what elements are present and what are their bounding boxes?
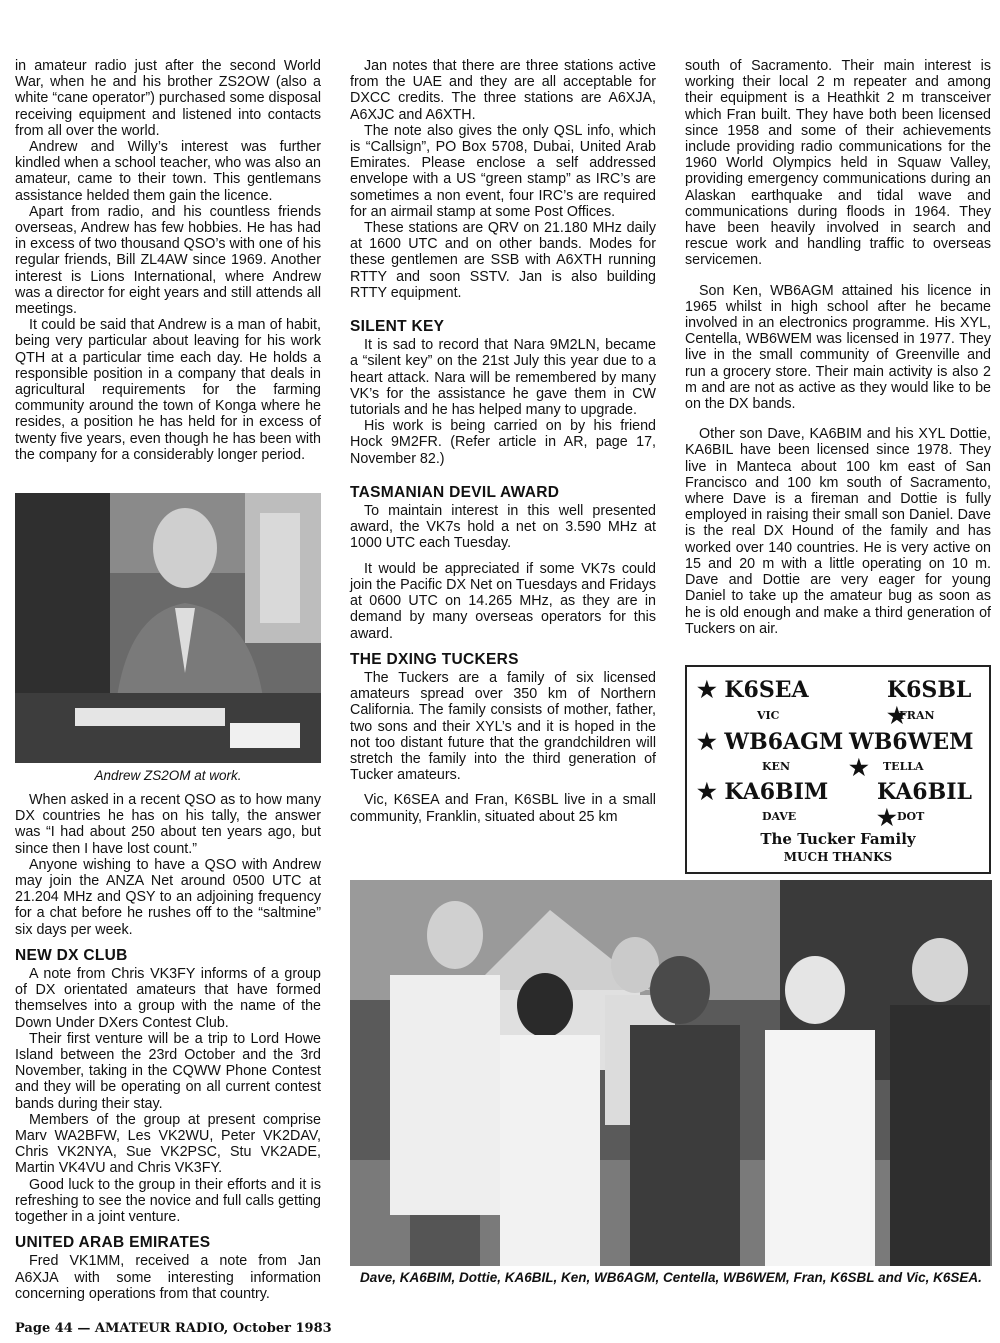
paragraph: When asked in a recent QSO as to how many DX countries he has on his tally, the answer was “I had about 250 about ten years ago, but since then I have lost count.”	[15, 792, 321, 857]
heading-new-dx-club: NEW DX CLUB	[15, 946, 128, 964]
heading-dxing-tuckers: THE DXING TUCKERS	[350, 650, 519, 668]
paragraph: A note from Chris VK3FY informs of a group of DX orientated amateurs that have formed themselves into a group with the name of the Down Under DXers Contest Club.	[15, 966, 321, 1031]
callsign-row-3-left: ★ KA6BIM	[697, 779, 829, 805]
paragraph: Members of the group at present comprise Marv WA2BFW, Les VK2WU, Peter VK2DAV, Chris VK2NYA, Sue VK2PSC, Stu VK2ADE, Martin VK4VU and Chris VK3FY.	[15, 1111, 321, 1177]
paragraph: The note also gives the only QSL info, which is “Callsign”, PO Box 5708, Dubai, United Arab Emirates. Please enclose a self addressed envelope with a US “green stamp” as IRC’s are sometimes a non event, four IRC’s are required for an airmail stamp at some Post Offices.	[350, 122, 656, 220]
callsign: K6SBL	[887, 677, 972, 703]
photo-andrew-caption: Andrew ZS2OM at work.	[94, 768, 242, 783]
callsign: KA6BIM	[724, 779, 829, 805]
paragraph: Son Ken, WB6AGM attained his licence in 1965 whilst in high school after he became involved in an electronics programme. His XYL, Centella, WB6WEM was licensed in 1977. They live in the small community of Greenville and run a grocery store. Their main activity is also 2 m and are not as active as they would like to be on the DX bands.	[685, 282, 991, 413]
callsign-row-2-left: ★ WB6AGM	[697, 729, 844, 755]
paragraph: in amateur radio just after the second World War, when he and his brother ZS2OW (also a white “cane operator”) purchased some disposal receiving equipment and listened into contacts from all over the world.	[15, 58, 321, 139]
heading-silent-key: SILENT KEY	[350, 318, 445, 336]
callsign-name: FRAN	[899, 709, 935, 722]
paragraph: The Tuckers are a family of six licensed amateurs spread over 350 km of Northern California. The family consists of mother, father, two sons and their XYL’s and it is hoped in the not too distant future that the grandchildren will stretch the family into the third generation of Tucker amateurs.	[350, 669, 656, 784]
callsign-row-3-right: KA6BIL ★	[877, 779, 972, 831]
photo-andrew	[15, 493, 321, 763]
paragraph: Vic, K6SEA and Fran, K6SBL live in a small community, Franklin, situated about 25 km	[350, 792, 656, 825]
family-name: The Tucker Family	[760, 830, 916, 848]
andrew-photo-illustration	[15, 493, 321, 763]
callsign-row-1-left: ★ K6SEA	[697, 677, 809, 703]
paragraph: Andrew and Willy’s interest was further kindled when a school teacher, who was also an amateur, came to their town. This gentlemans assistance helded them gain the licence.	[15, 139, 321, 204]
callsign-name: DOT	[897, 810, 925, 823]
column-3	[685, 58, 991, 637]
callsign-row-2-right: WB6WEM ★	[849, 729, 974, 781]
paragraph: Jan notes that there are three stations active from the UAE and they are all acceptable for DXCC credits. The three stations are A6XJA, A6XJC and A6XTH.	[350, 58, 656, 123]
heading-uae: UNITED ARAB EMIRATES	[15, 1234, 211, 1252]
paragraph: Fred VK1MM, received a note from Jan A6XJA with some interesting information concerning operations from that country.	[15, 1253, 321, 1302]
paragraph: These stations are QRV on 21.180 MHz daily at 1600 UTC and on other bands. Modes for these gentlemen are SSB with A6XTH running RTTY and soon SSTV. Jan is also building RTTY equipment.	[350, 220, 656, 301]
paragraph: Apart from radio, and his countless friends overseas, Andrew has few hobbies. He has had in excess of two thousand QSO’s with one of his regular friends, Bill ZL4AW since 1969. Another interest is Lions International, where Andrew was a director for eight years and still attends all meetings.	[15, 203, 321, 318]
paragraph: To maintain interest in this well presented award, the VK7s hold a net on 3.590 MHz at 1000 UTC each Tuesday.	[350, 503, 656, 552]
paragraph: Anyone wishing to have a QSO with Andrew may join the ANZA Net around 0500 UTC at 21.204 MHz and QSY to an adjoining frequency for a chat before he rushes off to the “saltmine” six days per week.	[15, 856, 321, 938]
callsign: KA6BIL	[877, 779, 972, 805]
column-1-bottom	[15, 792, 321, 1302]
column-1-top	[15, 58, 321, 463]
paragraph: Their first venture will be a trip to Lord Howe Island between the 23rd October and the 3rd November, taking in the CQWW Phone Contest and they will be operating on all current contest bands during their stay.	[15, 1030, 321, 1112]
paragraph: It is sad to record that Nara 9M2LN, became a “silent key” on the 21st July this year due to a heart attack. Nara will be remembered by many VK’s for the assistance he gave them in CW tutorials and he has helped many to upgrade.	[350, 337, 656, 419]
paragraph: It would be appreciated if some VK7s could join the Pacific DX Net on Tuesdays and Fridays at 0600 UTC on 14.265 MHz, as they are in demand by many overseas operators for this award.	[350, 560, 656, 642]
paragraph: south of Sacramento. Their main interest is working their local 2 m repeater and among their equipment is a Heathkit 2 m transceiver which Fran built. They have both been licensed since 1958 and some of their achievements include providing radio communications for the 1960 World Olympics held in Squaw Valley, providing emergency communications during an Alaskan earthquake and tidal wave and communications during floods in 1964. They have been heavily involved in search and rescue work and handling traffic to overseas servicemen.	[685, 58, 991, 269]
callsign-name: KEN	[762, 760, 790, 773]
photo-tucker-family	[350, 880, 992, 1266]
paragraph: Good luck to the group in their efforts and it is refreshing to see the novice and full calls getting together in a joint venture.	[15, 1176, 321, 1226]
paragraph: His work is being carried on by his friend Hock 9M2FR. (Refer article in AR, page 17, November 82.)	[350, 418, 656, 467]
family-photo-illustration	[350, 880, 992, 1266]
callsign: WB6AGM	[724, 729, 844, 755]
callsign-name: TELLA	[883, 760, 924, 773]
paragraph: Other son Dave, KA6BIM and his XYL Dottie, KA6BIL have been licensed since 1978. They live in Manteca about 100 km east of San Francisco and 100 km south of Sacramento, where Dave is a fireman and Dottie is fully employed in raising their small son Daniel. Dave is the real DX Hound of the family and has worked over 140 countries. He is very active on 15 and 20 m with a little operating on 10 m. Dave and Dottie are very eager for young Daniel to take up the amateur bug as soon as he is old enough and make a third generation of Tuckers on air.	[685, 426, 991, 637]
callsign-name: DAVE	[762, 810, 797, 823]
much-thanks: MUCH THANKS	[783, 850, 893, 864]
callsign: K6SEA	[724, 677, 809, 703]
page-footer: Page 44 — AMATEUR RADIO, October 1983	[15, 1321, 332, 1336]
callsign-row-1-right: K6SBL ★	[887, 677, 972, 729]
heading-tasmanian-devil-award: TASMANIAN DEVIL AWARD	[350, 483, 560, 501]
paragraph: It could be said that Andrew is a man of habit, being very particular about leaving for his work QTH at a particular time each day. He holds a responsible position in a company that deals in agricultural requirements for the farming community around the town of Konga where he resides, a position he has held for in excess of twenty five years, even though he has been with the company for a considerably longer period.	[15, 317, 321, 463]
callsign-name: VIC	[757, 709, 780, 722]
callsign: WB6WEM	[849, 729, 974, 755]
photo-family-caption: Dave, KA6BIM, Dottie, KA6BIL, Ken, WB6AGM, Centella, WB6WEM, Fran, K6SBL and Vic, K6SEA.	[360, 1270, 982, 1285]
column-2	[350, 58, 656, 825]
tucker-family-callsign-card	[685, 665, 991, 874]
